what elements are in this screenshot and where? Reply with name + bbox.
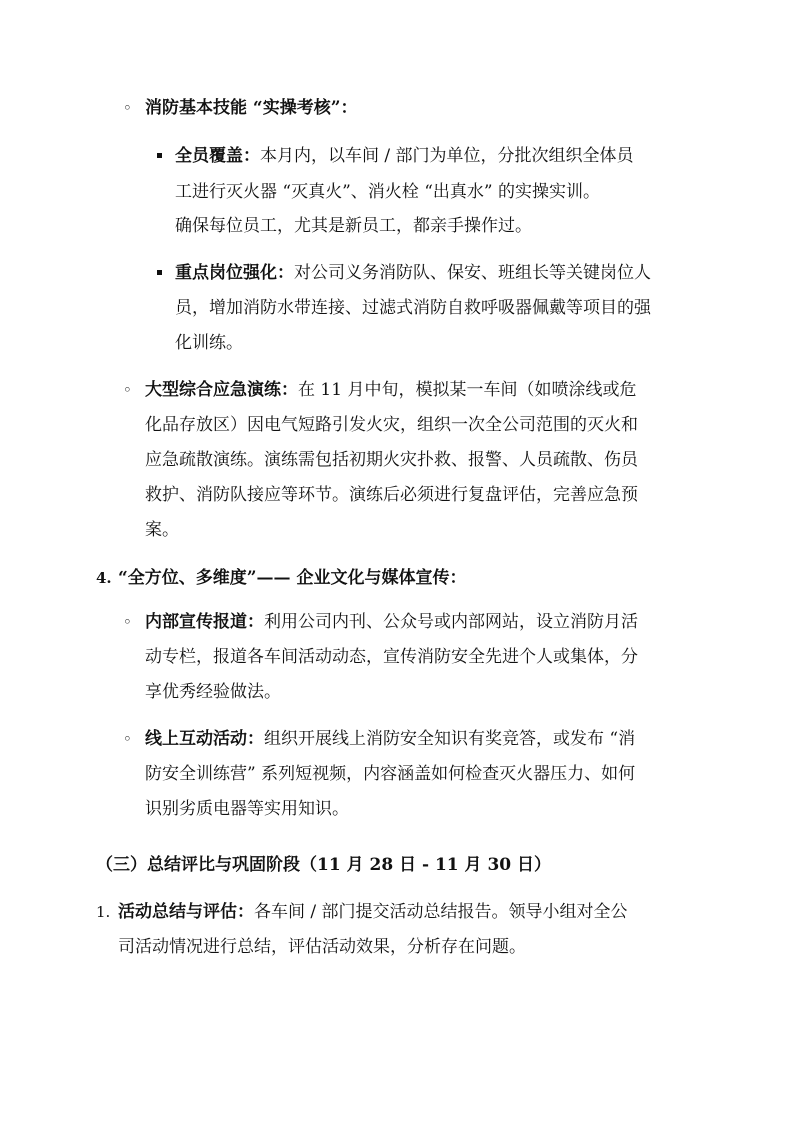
item-key-post-line-3: 化训练。: [175, 333, 243, 353]
circle-bullet-icon: ◦: [123, 730, 132, 748]
item-online-title: 线上互动活动：: [145, 729, 264, 749]
item-full-coverage-line-3: 确保每位员工，尤其是新员工，都亲手操作过。: [175, 216, 532, 236]
item-summary-line-2: 司活动情况进行总结，评估活动效果，分析存在问题。: [118, 937, 526, 957]
item-internal-text-1: 利用公司内刊、公众号或内部网站，设立消防月活: [264, 612, 638, 632]
item-drill-line-5: 案。: [145, 520, 179, 540]
item-key-post-text-1: 对公司义务消防队、保安、班组长等关键岗位人: [294, 263, 651, 283]
circle-bullet-icon: ◦: [123, 613, 132, 631]
phase-3-heading: （三）总结评比与巩固阶段（11 月 28 日 - 11 月 30 日）: [96, 855, 552, 875]
item-drill-line-2: 化品存放区）因电气短路引发火灾，组织一次全公司范围的灭火和: [145, 415, 638, 435]
circle-bullet-icon: ◦: [123, 381, 132, 399]
item-internal-line-2: 动专栏，报道各车间活动动态，宣传消防安全先进个人或集体，分: [145, 647, 638, 667]
item-full-coverage-line-2: 工进行灭火器 “灭真火”、消火栓 “出真水” 的实操实训。: [175, 182, 600, 202]
list-number-1: 1.: [96, 903, 111, 921]
item-internal-line-1: [145, 610, 638, 634]
item-key-post-line-2: 员，增加消防水带连接、过滤式消防自救呼吸器佩戴等项目的强: [175, 298, 651, 318]
item-online-line-3: 识别劣质电器等实用知识。: [145, 799, 349, 819]
item-summary-line-1: [118, 900, 628, 924]
item-key-post-line-1: [175, 261, 651, 285]
section-4-heading: “全方位、多维度”—— 企业文化与媒体宣传：: [118, 568, 467, 588]
square-bullet-icon: [157, 270, 162, 275]
item-key-post-title: 重点岗位强化：: [175, 263, 294, 283]
item-online-line-2: 防安全训练营” 系列短视频，内容涵盖如何检查灭火器压力、如何: [145, 764, 636, 784]
item-drill-line-1: [145, 378, 636, 402]
list-number-4: 4.: [96, 569, 112, 587]
item-drill-line-4: 救护、消防队接应等环节。演练后必须进行复盘评估，完善应急预: [145, 485, 638, 505]
square-bullet-icon: [157, 153, 162, 158]
item-full-coverage-line-1: [175, 144, 634, 168]
item-drill-title: 大型综合应急演练：: [145, 380, 298, 400]
item-skills-heading: 消防基本技能 “实操考核”：: [145, 98, 358, 118]
item-online-line-1: [145, 727, 635, 751]
item-drill-text-1: 在 11 月中旬，模拟某一车间（如喷涂线或危: [298, 380, 637, 400]
item-full-coverage-text-1: 本月内，以车间 / 部门为单位，分批次组织全体员: [260, 146, 634, 166]
item-full-coverage-title: 全员覆盖：: [175, 146, 260, 166]
item-internal-title: 内部宣传报道：: [145, 612, 264, 632]
item-summary-text-1: 各车间 / 部门提交活动总结报告。领导小组对全公: [254, 902, 628, 922]
item-drill-line-3: 应急疏散演练。演练需包括初期火灾扑救、报警、人员疏散、伤员: [145, 450, 638, 470]
circle-bullet-icon: ◦: [123, 99, 132, 117]
item-summary-title: 活动总结与评估：: [118, 902, 254, 922]
item-online-text-1: 组织开展线上消防安全知识有奖竞答，或发布 “消: [264, 729, 636, 749]
item-internal-line-3: 享优秀经验做法。: [145, 682, 281, 702]
